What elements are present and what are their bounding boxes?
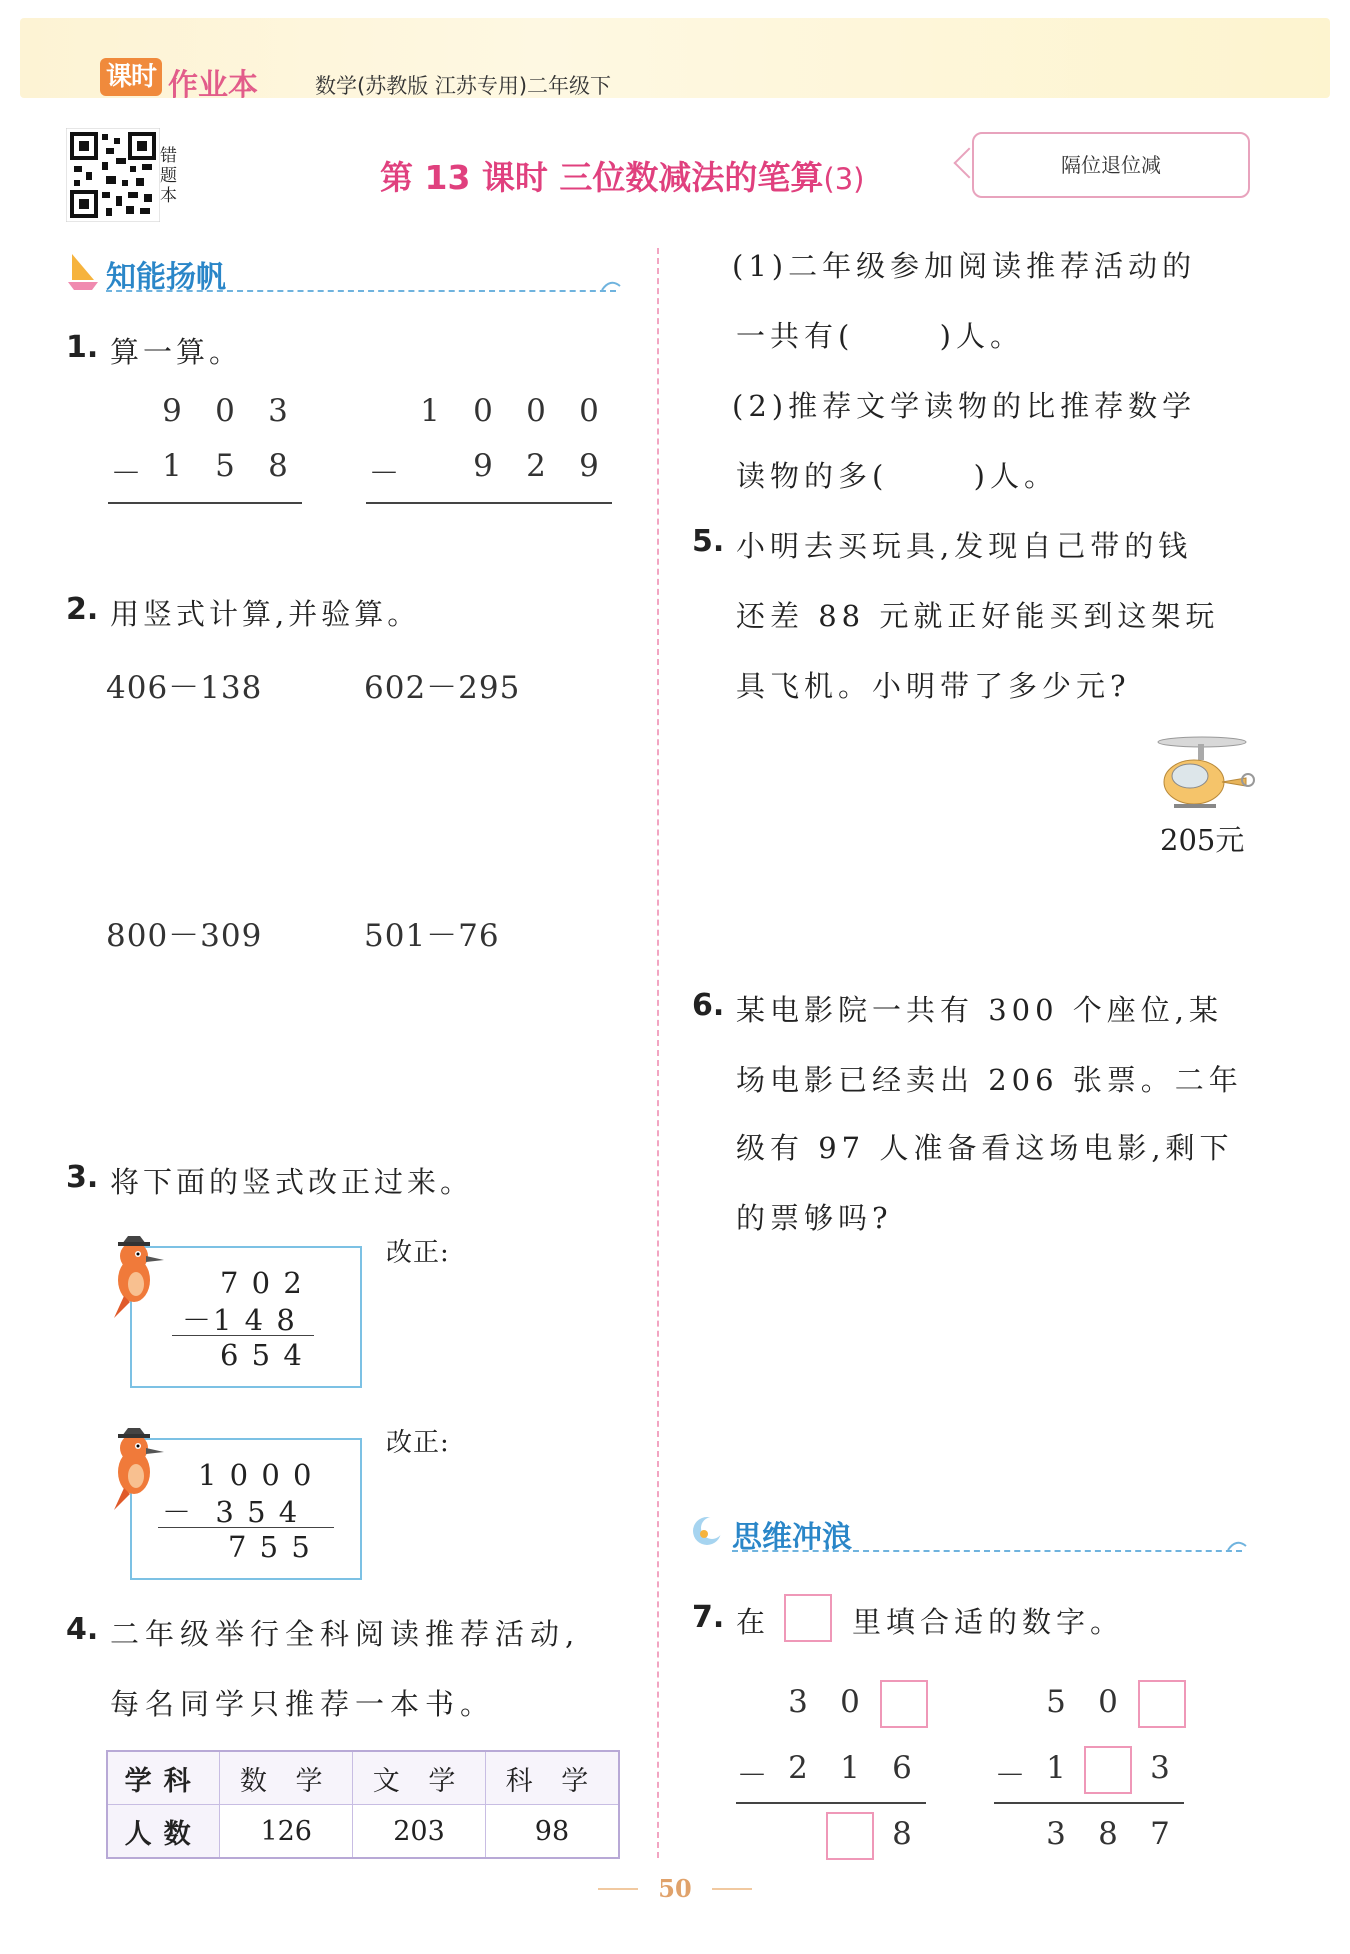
q6-line2: 场电影已经卖出 206 张票。二年 <box>736 1063 1243 1097</box>
q3b-result: 7 5 5 <box>228 1530 312 1564</box>
helicopter-toy-icon <box>1150 732 1256 816</box>
blank-box[interactable] <box>1084 1746 1132 1794</box>
section-underline <box>732 1550 1242 1552</box>
digit: 6 <box>892 1750 912 1786</box>
woodpecker-icon <box>102 1230 168 1326</box>
digit: 2 <box>526 448 546 484</box>
q4-sub2-line2[interactable]: 读物的多( )人。 <box>736 459 1058 493</box>
table-cell: 科 学 <box>485 1751 619 1805</box>
lesson-title-text: 第 13 课时 三位数减法的笔算 <box>380 158 824 197</box>
table-cell: 文 学 <box>353 1751 486 1805</box>
digit: 1 <box>840 1750 860 1786</box>
digit: 0 <box>215 393 235 429</box>
lesson-title <box>380 152 864 199</box>
digit: 7 <box>1150 1816 1170 1852</box>
q2-expr-3[interactable]: 800－309 <box>106 918 263 954</box>
q5-line2: 还差 88 元就正好能买到这架玩 <box>736 599 1220 633</box>
digit: 9 <box>579 448 599 484</box>
q4-sub2-line1: (2)推荐文学读物的比推荐数学 <box>732 389 1197 423</box>
subject-line: 数学(苏教版 江苏专用)二年级下 <box>315 74 612 98</box>
q2-expr-4[interactable]: 501－76 <box>364 918 500 954</box>
q2-expr-1[interactable]: 406－138 <box>106 670 263 706</box>
toy-price: 205元 <box>1160 823 1245 857</box>
digit: 9 <box>473 448 493 484</box>
wave-icon <box>600 276 622 292</box>
digit: 1 <box>420 393 440 429</box>
column-divider <box>657 248 659 1858</box>
q3b-bottom: － 3 5 4 <box>162 1495 300 1529</box>
q6-number: 6. <box>692 988 725 1023</box>
q2-number: 2. <box>66 592 99 627</box>
section-title-zhineng: 知能扬帆 <box>106 260 226 295</box>
digit: 3 <box>268 393 288 429</box>
q4-number: 4. <box>66 1612 99 1647</box>
woodpecker-icon <box>102 1422 168 1518</box>
q3-number: 3. <box>66 1160 99 1195</box>
digit: 3 <box>1046 1816 1066 1852</box>
digit: 5 <box>1046 1684 1066 1720</box>
wave-icon <box>1226 1536 1248 1552</box>
q1-number: 1. <box>66 330 99 365</box>
q1-text: 算一算。 <box>110 335 243 369</box>
table-cell: 98 <box>485 1805 619 1859</box>
digit: 0 <box>526 393 546 429</box>
blank-box[interactable] <box>826 1812 874 1860</box>
q6-line1: 某电影院一共有 300 个座位,某 <box>736 993 1224 1027</box>
minus-sign: － <box>994 1758 1026 1794</box>
sample-blank-box <box>784 1594 832 1642</box>
table-row <box>107 1805 619 1859</box>
digit: 3 <box>788 1684 808 1720</box>
lesson-title-paren: (3) <box>823 162 865 196</box>
qr-code-icon[interactable] <box>66 128 160 222</box>
reading-table <box>106 1750 620 1859</box>
digit: 9 <box>162 393 182 429</box>
q3-text: 将下面的竖式改正过来。 <box>110 1165 474 1199</box>
brand-name: 作业本 <box>168 68 258 103</box>
q2-text: 用竖式计算,并验算。 <box>110 597 421 631</box>
digit: 1 <box>1046 1750 1066 1786</box>
q7-number: 7. <box>692 1600 725 1635</box>
result-line <box>366 502 612 504</box>
digit: 0 <box>840 1684 860 1720</box>
digit: 2 <box>788 1750 808 1786</box>
q3a-bottom: －1 4 8 <box>182 1303 297 1337</box>
digit: 0 <box>579 393 599 429</box>
digit: 5 <box>215 448 235 484</box>
q5-line3: 具飞机。小明带了多少元? <box>736 669 1131 703</box>
blank-box[interactable] <box>880 1680 928 1728</box>
digit: 0 <box>1098 1684 1118 1720</box>
q6-line4: 的票够吗? <box>736 1201 893 1235</box>
result-line <box>994 1802 1184 1804</box>
digit: 8 <box>892 1816 912 1852</box>
result-line <box>108 502 302 504</box>
q7-text-pre: 在 <box>736 1605 770 1639</box>
q5-line1: 小明去买玩具,发现自己带的钱 <box>736 529 1193 563</box>
minus-sign: － <box>368 456 400 492</box>
blank-box[interactable] <box>1138 1680 1186 1728</box>
table-header-count: 人数 <box>107 1805 220 1859</box>
page-number: 50 <box>658 1874 692 1903</box>
digit: 0 <box>473 393 493 429</box>
q3b-fix-label: 改正: <box>386 1428 450 1458</box>
q6-line3: 级有 97 人准备看这场电影,剩下 <box>736 1131 1234 1165</box>
q4-sub1-line2[interactable]: 一共有( )人。 <box>736 319 1024 353</box>
section-underline <box>106 290 616 292</box>
q3a-fix-label: 改正: <box>386 1238 450 1268</box>
sail-icon <box>66 250 100 292</box>
q3b-top: 1 0 0 0 <box>198 1458 314 1492</box>
digit: 8 <box>1098 1816 1118 1852</box>
table-cell: 数 学 <box>220 1751 353 1805</box>
moon-wave-icon <box>690 1514 724 1548</box>
q3a-top: 7 0 2 <box>220 1266 304 1300</box>
minus-sign: － <box>110 456 142 492</box>
minus-sign: － <box>736 1758 768 1794</box>
digit: 1 <box>162 448 182 484</box>
topic-badge: 隔位退位减 <box>972 132 1250 198</box>
table-header-subject: 学科 <box>107 1751 220 1805</box>
q3b-line <box>158 1527 334 1528</box>
brand-logo: 课时 <box>100 58 162 96</box>
q4-sub1-line1: (1)二年级参加阅读推荐活动的 <box>732 249 1197 283</box>
table-cell: 203 <box>353 1805 486 1859</box>
result-line <box>736 1802 926 1804</box>
table-cell: 126 <box>220 1805 353 1859</box>
page-num-rule-right <box>712 1888 752 1890</box>
q3a-line <box>172 1335 314 1336</box>
q7-text-post: 里填合适的数字。 <box>852 1605 1125 1639</box>
digit: 3 <box>1150 1750 1170 1786</box>
section-title-siwei: 思维冲浪 <box>732 1520 852 1555</box>
q3a-result: 6 5 4 <box>220 1338 304 1372</box>
q2-expr-2[interactable]: 602－295 <box>364 670 521 706</box>
q4-line1: 二年级举行全科阅读推荐活动, <box>110 1617 581 1651</box>
q4-line2: 每名同学只推荐一本书。 <box>110 1687 496 1721</box>
table-row <box>107 1751 619 1805</box>
q5-number: 5. <box>692 524 725 559</box>
digit: 8 <box>268 448 288 484</box>
qr-label: 错题本 <box>160 146 177 206</box>
